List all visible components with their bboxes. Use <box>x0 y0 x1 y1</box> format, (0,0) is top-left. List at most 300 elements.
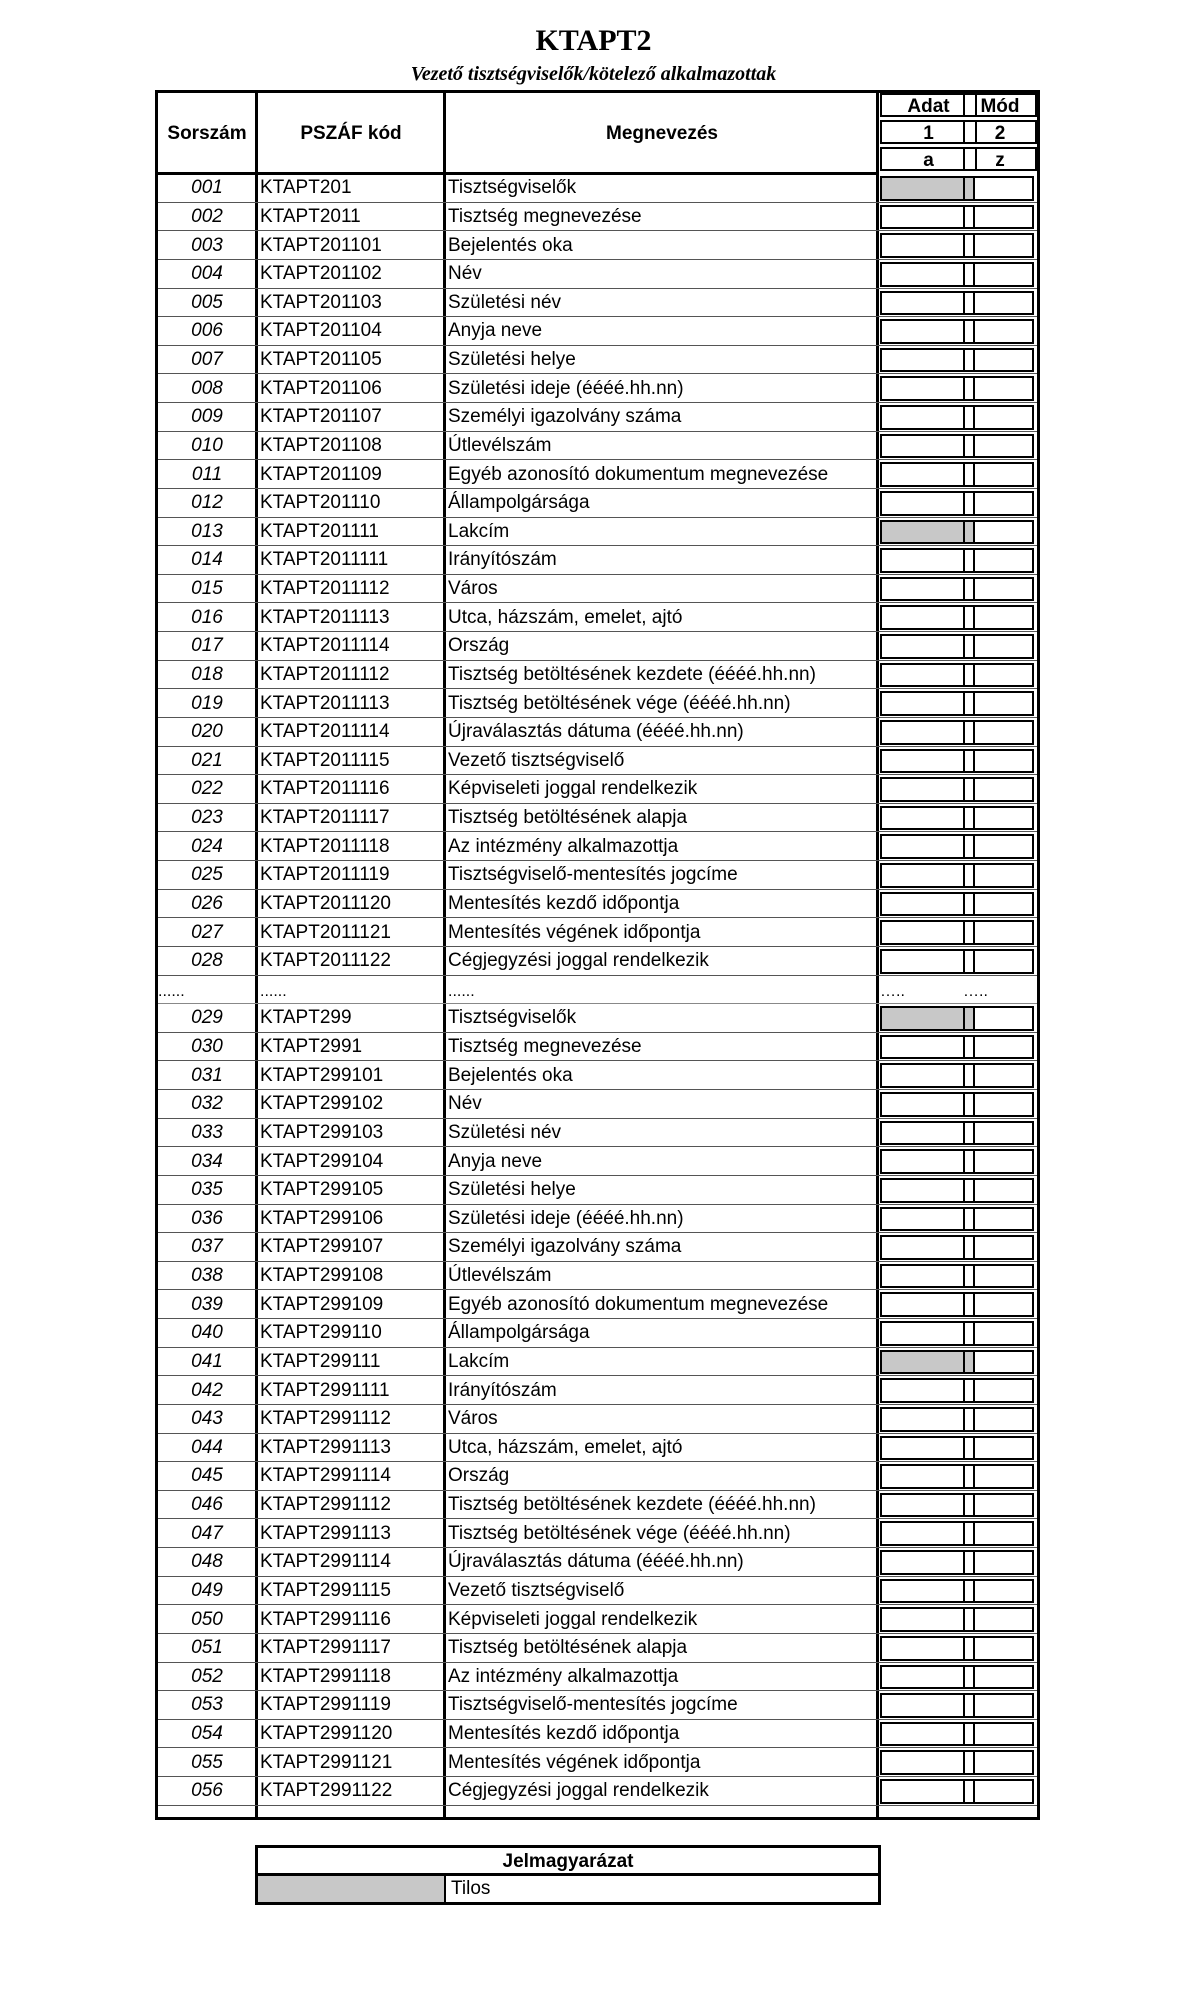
adat-cell[interactable] <box>880 1092 975 1117</box>
row-pszaf-code: KTAPT2011114 <box>260 721 390 743</box>
row-pszaf-code: KTAPT299104 <box>260 1150 384 1172</box>
mod-cell[interactable] <box>963 1235 1034 1260</box>
row-number: 022 <box>191 778 223 800</box>
row-number: 029 <box>191 1007 223 1029</box>
adat-cell[interactable] <box>880 1665 975 1690</box>
row-number: 019 <box>191 692 223 714</box>
row-number: ...... <box>158 983 185 1001</box>
mod-cell[interactable] <box>963 1550 1034 1575</box>
mod-cell[interactable] <box>963 462 1034 487</box>
row-description: Cégjegyzési joggal rendelkezik <box>448 950 709 972</box>
table-row <box>158 546 1037 575</box>
row-number: 046 <box>191 1494 223 1516</box>
mod-cell[interactable] <box>963 1264 1034 1289</box>
row-number: 004 <box>191 263 223 285</box>
adat-cell[interactable] <box>880 405 975 430</box>
row-number: 051 <box>191 1637 223 1659</box>
row-pszaf-code: KTAPT299105 <box>260 1179 384 1201</box>
row-description: Tisztség betöltésének kezdete (éééé.hh.nn) <box>448 1494 816 1516</box>
adat-cell[interactable] <box>880 491 975 516</box>
table-row <box>158 832 1037 861</box>
mod-cell[interactable] <box>963 405 1034 430</box>
table-row <box>158 947 1037 976</box>
row-number: 017 <box>191 635 223 657</box>
column-header-sorszam: Sorszám <box>167 122 247 144</box>
row-number: 003 <box>191 234 223 256</box>
row-description: Újraválasztás dátuma (éééé.hh.nn) <box>448 721 744 743</box>
mod-cell[interactable] <box>963 1722 1034 1747</box>
row-pszaf-code: KTAPT2011117 <box>260 807 390 829</box>
row-description: Születési ideje (éééé.hh.nn) <box>448 1207 684 1229</box>
row-pszaf-code: KTAPT2991122 <box>260 1780 393 1802</box>
row-number: 032 <box>191 1093 223 1115</box>
row-description: Tisztség betöltésének vége (éééé.hh.nn) <box>448 692 791 714</box>
adat-cell[interactable] <box>880 348 975 373</box>
row-description: Az intézmény alkalmazottja <box>448 1665 679 1687</box>
adat-cell[interactable] <box>880 720 975 745</box>
mod-cell[interactable] <box>963 1636 1034 1661</box>
row-description: Irányítószám <box>448 1379 557 1401</box>
row-number: 012 <box>191 492 223 514</box>
table-row <box>158 1004 1037 1033</box>
table-row <box>158 1720 1037 1749</box>
table-row <box>158 1376 1037 1405</box>
mod-cell[interactable] <box>963 548 1034 573</box>
row-pszaf-code: KTAPT201111 <box>260 520 379 542</box>
row-pszaf-code: KTAPT2991112 <box>260 1494 391 1516</box>
mod-cell[interactable] <box>963 1321 1034 1346</box>
row-pszaf-code: KTAPT2991113 <box>260 1436 391 1458</box>
row-number: 055 <box>191 1751 223 1773</box>
table-row <box>158 575 1037 604</box>
mod-cell[interactable] <box>963 949 1034 974</box>
row-number: 010 <box>191 434 223 456</box>
row-pszaf-code: KTAPT2011122 <box>260 950 391 972</box>
row-pszaf-code: KTAPT2991119 <box>260 1694 391 1716</box>
table-row <box>158 775 1037 804</box>
table-row <box>158 1491 1037 1520</box>
row-pszaf-code: KTAPT201108 <box>260 434 382 456</box>
adat-cell[interactable] <box>880 777 975 802</box>
table-row <box>158 1462 1037 1491</box>
mod-cell[interactable] <box>963 663 1034 688</box>
row-number: 049 <box>191 1579 223 1601</box>
row-number: 028 <box>191 950 223 972</box>
table-row <box>158 1205 1037 1234</box>
mod-cell[interactable] <box>963 233 1034 258</box>
row-description: Képviseleti joggal rendelkezik <box>448 778 698 800</box>
table-row <box>158 1262 1037 1291</box>
adat-cell[interactable] <box>880 920 975 945</box>
table-row <box>158 203 1037 232</box>
mod-cell[interactable] <box>963 1750 1034 1775</box>
row-description: Képviseleti joggal rendelkezik <box>448 1608 698 1630</box>
adat-cell[interactable] <box>880 1292 975 1317</box>
adat-cell[interactable] <box>880 1407 975 1432</box>
adat-cell[interactable] <box>880 205 975 230</box>
row-number: 050 <box>191 1608 223 1630</box>
table-row <box>158 1090 1037 1119</box>
mod-cell[interactable] <box>963 605 1034 630</box>
table-row <box>158 289 1037 318</box>
row-number: 015 <box>191 578 223 600</box>
table-row <box>158 1548 1037 1577</box>
mod-cell[interactable] <box>963 834 1034 859</box>
row-pszaf-code: KTAPT2011115 <box>260 749 390 771</box>
mod-cell[interactable] <box>963 777 1034 802</box>
row-description: Név <box>448 263 482 285</box>
table-row <box>158 1061 1037 1090</box>
adat-cell-ellipsis: ….. <box>880 983 905 1001</box>
adat-cell[interactable] <box>880 834 975 859</box>
adat-cell[interactable] <box>880 1779 975 1804</box>
row-pszaf-code: KTAPT201105 <box>260 349 382 371</box>
mod-cell[interactable] <box>963 749 1034 774</box>
row-pszaf-code: KTAPT2011113 <box>260 692 390 714</box>
row-description: Tisztségviselők <box>448 177 577 199</box>
legend <box>255 1845 881 1905</box>
mod-cell[interactable] <box>963 1665 1034 1690</box>
adat-cell[interactable] <box>880 376 975 401</box>
mod-cell[interactable] <box>963 1121 1034 1146</box>
row-pszaf-code: KTAPT201107 <box>260 406 382 428</box>
row-description: Anyja neve <box>448 320 543 342</box>
row-pszaf-code: KTAPT299110 <box>260 1322 382 1344</box>
mod-cell-ellipsis: ….. <box>963 983 988 1001</box>
table-row <box>158 518 1037 547</box>
row-number: 013 <box>191 520 223 542</box>
row-pszaf-code: KTAPT2011114 <box>260 635 390 657</box>
column-letter-adat: a <box>880 147 977 171</box>
row-description: Tisztség megnevezése <box>448 1036 642 1058</box>
row-description: Születési helye <box>448 349 576 371</box>
row-number: 042 <box>191 1379 223 1401</box>
ellipsis-row <box>158 976 1037 1005</box>
mod-cell[interactable] <box>963 720 1034 745</box>
row-number: 008 <box>191 377 223 399</box>
row-number: 025 <box>191 864 223 886</box>
row-description: Útlevélszám <box>448 434 552 456</box>
mod-cell[interactable] <box>963 491 1034 516</box>
adat-cell[interactable] <box>880 892 975 917</box>
adat-cell[interactable] <box>880 1264 975 1289</box>
table-row <box>158 489 1037 518</box>
adat-cell[interactable] <box>880 291 975 316</box>
table-row <box>158 1663 1037 1692</box>
table-row <box>158 346 1037 375</box>
adat-cell[interactable] <box>880 548 975 573</box>
adat-cell-forbidden <box>880 176 975 201</box>
table-row <box>158 1348 1037 1377</box>
adat-cell[interactable] <box>880 605 975 630</box>
adat-cell[interactable] <box>880 1235 975 1260</box>
mod-cell[interactable] <box>963 1607 1034 1632</box>
mod-cell[interactable] <box>963 319 1034 344</box>
row-number: 023 <box>191 807 223 829</box>
row-number: 006 <box>191 320 223 342</box>
table-body <box>158 174 1037 1806</box>
row-description: Vezető tisztségviselő <box>448 749 625 771</box>
row-number: 035 <box>191 1179 223 1201</box>
mod-cell[interactable] <box>963 348 1034 373</box>
row-pszaf-code: KTAPT2991121 <box>260 1751 393 1773</box>
row-description: Tisztség betöltésének vége (éééé.hh.nn) <box>448 1522 791 1544</box>
row-number: 016 <box>191 606 223 628</box>
mod-cell[interactable] <box>963 1035 1034 1060</box>
row-pszaf-code: KTAPT2991116 <box>260 1608 391 1630</box>
table-row <box>158 689 1037 718</box>
row-pszaf-code: KTAPT2991114 <box>260 1551 391 1573</box>
adat-cell[interactable] <box>880 577 975 602</box>
table-row <box>158 603 1037 632</box>
row-number: 027 <box>191 921 223 943</box>
mod-cell[interactable] <box>963 1693 1034 1718</box>
column-number-adat: 1 <box>880 120 977 144</box>
adat-cell[interactable] <box>880 949 975 974</box>
mod-cell[interactable] <box>963 577 1034 602</box>
row-number: 054 <box>191 1723 223 1745</box>
row-pszaf-code: KTAPT299103 <box>260 1121 384 1143</box>
adat-cell[interactable] <box>880 1121 975 1146</box>
adat-cell[interactable] <box>880 319 975 344</box>
adat-cell[interactable] <box>880 1607 975 1632</box>
row-description: Mentesítés végének időpontja <box>448 921 701 943</box>
table-row <box>158 1147 1037 1176</box>
adat-cell[interactable] <box>880 233 975 258</box>
row-description: Város <box>448 1408 498 1430</box>
table-row <box>158 317 1037 346</box>
row-number: 018 <box>191 663 223 685</box>
mod-cell[interactable] <box>963 205 1034 230</box>
row-number: 041 <box>191 1350 223 1372</box>
row-description: Mentesítés kezdő időpontja <box>448 1723 680 1745</box>
adat-cell-forbidden <box>880 520 975 545</box>
form-subtitle: Vezető tisztségviselők/kötelező alkalmazottak <box>410 63 777 85</box>
row-pszaf-code: KTAPT201103 <box>260 291 382 313</box>
table-row <box>158 1233 1037 1262</box>
table-row <box>158 861 1037 890</box>
adat-cell[interactable] <box>880 1207 975 1232</box>
adat-cell[interactable] <box>880 749 975 774</box>
adat-cell[interactable] <box>880 462 975 487</box>
mod-cell[interactable] <box>963 1178 1034 1203</box>
row-description: Vezető tisztségviselő <box>448 1579 625 1601</box>
row-pszaf-code: KTAPT299102 <box>260 1093 384 1115</box>
mod-cell[interactable] <box>963 1493 1034 1518</box>
row-description: Tisztség megnevezése <box>448 205 642 227</box>
table-row <box>158 1577 1037 1606</box>
row-pszaf-code: KTAPT2991112 <box>260 1408 391 1430</box>
row-description: Utca, házszám, emelet, ajtó <box>448 1436 683 1458</box>
mod-cell[interactable] <box>963 1006 1034 1031</box>
row-number: 039 <box>191 1293 223 1315</box>
row-number: 002 <box>191 205 223 227</box>
row-number: 024 <box>191 835 223 857</box>
column-header-adat: Adat <box>880 93 977 117</box>
row-number: 031 <box>191 1064 223 1086</box>
row-pszaf-code: KTAPT201109 <box>260 463 382 485</box>
mod-cell[interactable] <box>963 920 1034 945</box>
row-pszaf-code: KTAPT299101 <box>260 1064 384 1086</box>
row-number: 011 <box>191 463 223 485</box>
form-title: KTAPT2 <box>535 24 652 57</box>
mod-cell[interactable] <box>963 634 1034 659</box>
mod-cell[interactable] <box>963 806 1034 831</box>
table-row <box>158 1634 1037 1663</box>
adat-cell[interactable] <box>880 1636 975 1661</box>
table-row <box>158 403 1037 432</box>
table-row <box>158 260 1037 289</box>
row-pszaf-code: KTAPT2991118 <box>260 1665 391 1687</box>
row-pszaf-code: KTAPT201102 <box>260 263 382 285</box>
row-number: 009 <box>191 406 223 428</box>
mod-cell[interactable] <box>963 1292 1034 1317</box>
row-description: Állampolgársága <box>448 492 590 514</box>
row-description: Útlevélszám <box>448 1265 552 1287</box>
adat-cell[interactable] <box>880 1722 975 1747</box>
row-number: 005 <box>191 291 223 313</box>
row-number: 053 <box>191 1694 223 1716</box>
table-row <box>158 460 1037 489</box>
row-number: 045 <box>191 1465 223 1487</box>
adat-cell[interactable] <box>880 1321 975 1346</box>
row-description: Bejelentés oka <box>448 1064 573 1086</box>
adat-cell[interactable] <box>880 434 975 459</box>
table-row <box>158 718 1037 747</box>
mod-cell[interactable] <box>963 863 1034 888</box>
row-pszaf-code: KTAPT2011118 <box>260 835 390 857</box>
table-row <box>158 174 1037 203</box>
mod-cell[interactable] <box>963 1207 1034 1232</box>
mod-cell[interactable] <box>963 1779 1034 1804</box>
adat-cell[interactable] <box>880 1378 975 1403</box>
adat-cell[interactable] <box>880 1149 975 1174</box>
mod-cell[interactable] <box>963 1407 1034 1432</box>
adat-cell[interactable] <box>880 1493 975 1518</box>
row-pszaf-code: KTAPT2011113 <box>260 606 390 628</box>
mod-cell[interactable] <box>963 520 1034 545</box>
adat-cell-forbidden <box>880 1006 975 1031</box>
table-row <box>158 1176 1037 1205</box>
adat-cell[interactable] <box>880 1521 975 1546</box>
mod-cell[interactable] <box>963 1350 1034 1375</box>
table-row <box>158 1405 1037 1434</box>
adat-cell[interactable] <box>880 1693 975 1718</box>
mod-cell[interactable] <box>963 291 1034 316</box>
row-pszaf-code: KTAPT2011 <box>260 205 361 227</box>
row-number: 014 <box>191 549 223 571</box>
row-description: Személyi igazolvány száma <box>448 1236 682 1258</box>
mod-cell[interactable] <box>963 1436 1034 1461</box>
row-description: Ország <box>448 635 510 657</box>
table-row <box>158 1748 1037 1777</box>
row-description: Egyéb azonosító dokumentum megnevezése <box>448 1293 829 1315</box>
mod-cell[interactable] <box>963 892 1034 917</box>
table-row <box>158 918 1037 947</box>
row-description: Lakcím <box>448 1350 510 1372</box>
table-row <box>158 1691 1037 1720</box>
row-description: Tisztség betöltésének alapja <box>448 1637 688 1659</box>
row-description: Születési helye <box>448 1179 576 1201</box>
row-pszaf-code: KTAPT2011120 <box>260 892 391 914</box>
row-description: Mentesítés végének időpontja <box>448 1751 701 1773</box>
table-row <box>158 374 1037 403</box>
adat-cell[interactable] <box>880 1035 975 1060</box>
row-number: 037 <box>191 1236 223 1258</box>
row-description: Bejelentés oka <box>448 234 573 256</box>
mod-cell[interactable] <box>963 1063 1034 1088</box>
adat-cell[interactable] <box>880 663 975 688</box>
mod-cell[interactable] <box>963 1092 1034 1117</box>
row-description: Újraválasztás dátuma (éééé.hh.nn) <box>448 1551 744 1573</box>
row-pszaf-code: KTAPT2991115 <box>260 1579 391 1601</box>
mod-cell[interactable] <box>963 376 1034 401</box>
adat-cell[interactable] <box>880 634 975 659</box>
mod-cell[interactable] <box>963 1464 1034 1489</box>
row-description: Irányítószám <box>448 549 557 571</box>
adat-cell[interactable] <box>880 1750 975 1775</box>
row-pszaf-code: KTAPT2011116 <box>260 778 390 800</box>
mod-cell[interactable] <box>963 1378 1034 1403</box>
adat-cell[interactable] <box>880 1178 975 1203</box>
legend-swatch <box>258 1876 446 1902</box>
row-pszaf-code: KTAPT2991117 <box>260 1637 391 1659</box>
row-number: 040 <box>191 1322 223 1344</box>
adat-cell[interactable] <box>880 1436 975 1461</box>
adat-cell[interactable] <box>880 806 975 831</box>
row-number: 021 <box>191 749 223 771</box>
row-number: 034 <box>191 1150 223 1172</box>
mod-cell[interactable] <box>963 691 1034 716</box>
table-row <box>158 632 1037 661</box>
row-number: 036 <box>191 1207 223 1229</box>
table-row <box>158 231 1037 260</box>
row-pszaf-code: KTAPT299111 <box>260 1350 381 1372</box>
row-description: Tisztség betöltésének alapja <box>448 807 688 829</box>
mod-cell[interactable] <box>963 434 1034 459</box>
column-header-mod: Mód <box>963 93 1037 117</box>
mod-cell[interactable] <box>963 262 1034 287</box>
row-description: Állampolgársága <box>448 1322 590 1344</box>
row-description: ...... <box>448 983 475 1001</box>
table-row <box>158 747 1037 776</box>
row-number: 007 <box>191 349 223 371</box>
table-row <box>158 804 1037 833</box>
adat-cell[interactable] <box>880 262 975 287</box>
row-pszaf-code: KTAPT2011112 <box>260 663 390 685</box>
row-pszaf-code: KTAPT2011112 <box>260 578 390 600</box>
row-number: 056 <box>191 1780 223 1802</box>
adat-cell[interactable] <box>880 863 975 888</box>
adat-cell[interactable] <box>880 1550 975 1575</box>
adat-cell[interactable] <box>880 1063 975 1088</box>
adat-cell-forbidden <box>880 1350 975 1375</box>
mod-cell[interactable] <box>963 1149 1034 1174</box>
row-description: Születési név <box>448 291 562 313</box>
mod-cell[interactable] <box>963 176 1034 201</box>
row-pszaf-code: KTAPT201 <box>260 177 352 199</box>
mod-cell[interactable] <box>963 1521 1034 1546</box>
row-description: Utca, házszám, emelet, ajtó <box>448 606 683 628</box>
adat-cell[interactable] <box>880 691 975 716</box>
adat-cell[interactable] <box>880 1579 975 1604</box>
row-number: 033 <box>191 1121 223 1143</box>
mod-cell[interactable] <box>963 1579 1034 1604</box>
table-row <box>158 890 1037 919</box>
row-description: Személyi igazolvány száma <box>448 406 682 428</box>
row-pszaf-code: KTAPT2991 <box>260 1036 363 1058</box>
adat-cell[interactable] <box>880 1464 975 1489</box>
